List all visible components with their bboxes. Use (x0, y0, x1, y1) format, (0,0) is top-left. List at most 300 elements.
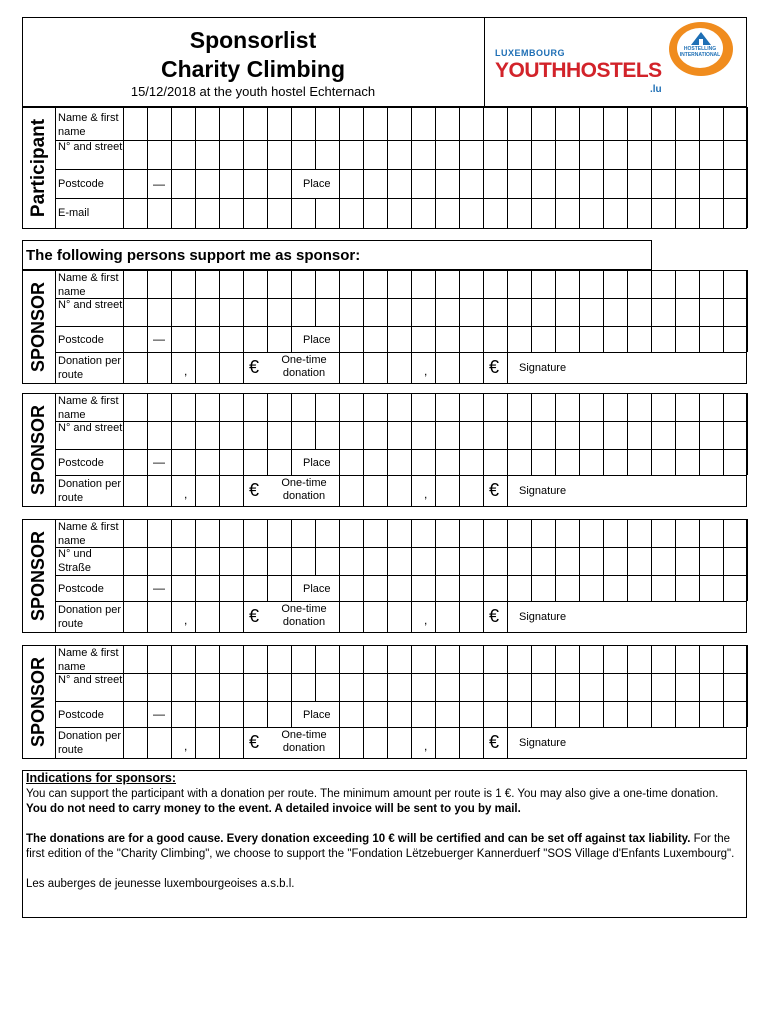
logo-domain: .lu (650, 84, 662, 95)
cell-line (651, 326, 652, 352)
cell-line (699, 673, 700, 701)
postcode-dash: — (153, 177, 165, 191)
cell-line (579, 169, 580, 198)
cell-line (651, 645, 652, 673)
cell-line (363, 449, 364, 475)
form-title-line1: Sponsorlist (189, 27, 317, 53)
cell-line (627, 701, 628, 727)
cell-line (243, 645, 244, 673)
cell-line (171, 575, 172, 601)
cell-line (387, 352, 388, 383)
cell-line (363, 421, 364, 449)
cell-line (483, 727, 484, 758)
cell-line (699, 701, 700, 727)
indications-p2-normal: For the first edition of the "Charity Climbing", we choose to support the "Fondation Lëtzebuerger Kannerduerf "SOS Village d'Enfants Luxembourg". (26, 833, 735, 860)
cell-line (387, 298, 388, 326)
cell-line (435, 673, 436, 701)
cell-line (555, 140, 556, 169)
cell-line (291, 673, 292, 701)
cell-line (123, 140, 124, 169)
cell-line (411, 727, 412, 758)
cell-line (267, 421, 268, 449)
cell-line (675, 673, 676, 701)
cell-line (219, 601, 220, 632)
cell-line (483, 352, 484, 383)
cell-line (123, 673, 124, 701)
cell-line (435, 298, 436, 326)
cell-line (147, 393, 148, 421)
cell-line (171, 519, 172, 547)
cell-line (747, 169, 748, 198)
cell-line (123, 645, 124, 673)
onetime-label: One-time donation (281, 477, 327, 502)
cell-line (195, 475, 196, 506)
input-cells[interactable] (339, 701, 747, 727)
input-cells[interactable] (339, 575, 747, 601)
cell-line (291, 140, 292, 169)
cell-line (267, 393, 268, 421)
cell-line (363, 575, 364, 601)
cell-line (291, 169, 292, 198)
cell-line (483, 169, 484, 198)
cell-line (363, 645, 364, 673)
cell-line (363, 673, 364, 701)
cell-line (123, 547, 124, 575)
cell-line (195, 519, 196, 547)
cell-line (243, 270, 244, 298)
cell-line (531, 519, 532, 547)
cell-line (699, 575, 700, 601)
cell-line (243, 169, 244, 198)
cell-line (243, 575, 244, 601)
input-cells[interactable] (339, 326, 747, 352)
cell-line (291, 547, 292, 575)
cell-line (483, 140, 484, 169)
cell-line (291, 519, 292, 547)
cell-line (411, 645, 412, 673)
postcode-label: Postcode (58, 457, 104, 469)
cell-line (627, 140, 628, 169)
place-label: Place (303, 583, 331, 595)
input-cells[interactable] (171, 575, 291, 601)
cell-line (387, 107, 388, 140)
signature-label: Signature (519, 611, 567, 623)
onetime-label: One-time donation (281, 603, 327, 628)
cell-line (699, 645, 700, 673)
euro-icon: € (489, 606, 500, 626)
cell-line (195, 547, 196, 575)
cell-line (579, 701, 580, 727)
cell-line (363, 393, 364, 421)
cell-line (219, 169, 220, 198)
cell-line (267, 673, 268, 701)
cell-line (363, 547, 364, 575)
input-cells[interactable] (123, 449, 147, 475)
cell-line (531, 140, 532, 169)
cell-line (435, 421, 436, 449)
place-label: Place (303, 334, 331, 346)
cell-line (219, 547, 220, 575)
cell-line (171, 393, 172, 421)
cell-line (555, 575, 556, 601)
input-cells[interactable] (171, 169, 291, 198)
cell-line (483, 393, 484, 421)
cell-line (219, 727, 220, 758)
cell-line (339, 475, 340, 506)
cell-line (195, 169, 196, 198)
name-label: Name & first name (58, 112, 119, 138)
cell-line (507, 727, 508, 758)
cell-line (363, 701, 364, 727)
postcode-label: Postcode (58, 178, 104, 190)
cell-line (459, 601, 460, 632)
indications-heading: Indications for sponsors: (26, 771, 177, 785)
cell-line (147, 601, 148, 632)
cell-line (459, 701, 460, 727)
cell-line (651, 449, 652, 475)
cell-line (243, 601, 244, 632)
name-label: Name & first name (58, 521, 119, 547)
cell-line (723, 421, 724, 449)
cell-line (147, 198, 148, 228)
cell-line (123, 270, 124, 298)
cell-line (411, 575, 412, 601)
cell-line (483, 519, 484, 547)
cell-line (555, 547, 556, 575)
cell-line (147, 475, 148, 506)
cell-line (507, 298, 508, 326)
cell-line (123, 727, 124, 758)
cell-line (459, 645, 460, 673)
cell-line (627, 673, 628, 701)
input-cells[interactable] (171, 326, 291, 352)
cell-line (531, 169, 532, 198)
cell-line (459, 298, 460, 326)
cell-line (531, 270, 532, 298)
cell-line (483, 547, 484, 575)
indications-p1-normal: You can support the participant with a donation per route. The minimum amount per route is 1 €. You may also give a one-time donation. (26, 788, 719, 800)
cell-line (387, 475, 388, 506)
cell-line (147, 449, 148, 475)
input-cells[interactable] (123, 169, 147, 198)
input-cells[interactable] (339, 169, 747, 198)
cell-line (339, 352, 340, 383)
cell-line (531, 298, 532, 326)
cell-line (507, 326, 508, 352)
cell-line (747, 270, 748, 298)
cell-line (243, 519, 244, 547)
cell-line (387, 169, 388, 198)
cell-line (267, 645, 268, 673)
postcode-dash: — (153, 581, 165, 595)
cell-line (627, 326, 628, 352)
cell-line (723, 645, 724, 673)
cell-line (507, 449, 508, 475)
cell-line (747, 198, 748, 228)
cell-line (555, 421, 556, 449)
place-label: Place (303, 457, 331, 469)
cell-line (651, 107, 652, 140)
cell-line (699, 421, 700, 449)
name-label: Name & first name (58, 647, 119, 673)
cell-line (219, 449, 220, 475)
cell-line (435, 270, 436, 298)
cell-line (219, 519, 220, 547)
cell-line (411, 421, 412, 449)
cell-line (531, 198, 532, 228)
cell-line (675, 270, 676, 298)
cell-line (435, 449, 436, 475)
cell-line (387, 198, 388, 228)
cell-line (603, 701, 604, 727)
cell-line (363, 352, 364, 383)
cell-line (459, 393, 460, 421)
cell-line (483, 326, 484, 352)
cell-line (195, 326, 196, 352)
cell-line (723, 449, 724, 475)
cell-line (147, 270, 148, 298)
cell-line (675, 107, 676, 140)
cell-line (123, 575, 124, 601)
cell-line (171, 169, 172, 198)
street-label: N° and street (58, 674, 123, 686)
logo-main-text: YOUTHHOSTELS (495, 59, 662, 82)
postcode-label: Postcode (58, 583, 104, 595)
onetime-label: One-time donation (281, 729, 327, 754)
cell-line (507, 421, 508, 449)
cell-line (171, 645, 172, 673)
cell-line (627, 169, 628, 198)
input-cells[interactable] (123, 701, 147, 727)
signature-label: Signature (519, 737, 567, 749)
sponsor-heading: The following persons support me as sponsor: (26, 247, 361, 264)
comma: , (424, 613, 428, 627)
cell-line (147, 727, 148, 758)
cell-line (627, 449, 628, 475)
cell-line (195, 727, 196, 758)
cell-line (195, 701, 196, 727)
cell-line (147, 169, 148, 198)
cell-line (363, 198, 364, 228)
cell-line (603, 673, 604, 701)
cell-line (507, 701, 508, 727)
cell-line (123, 169, 124, 198)
input-cells[interactable] (171, 449, 291, 475)
cell-line (459, 198, 460, 228)
cell-line (195, 421, 196, 449)
cell-line (363, 727, 364, 758)
cell-line (651, 270, 652, 298)
euro-icon: € (489, 480, 500, 500)
cell-line (363, 298, 364, 326)
cell-line (579, 107, 580, 140)
cell-line (315, 673, 316, 701)
cell-line (579, 519, 580, 547)
cell-line (483, 298, 484, 326)
cell-line (55, 107, 56, 228)
cell-line (315, 519, 316, 547)
cell-line (339, 298, 340, 326)
cell-line (459, 270, 460, 298)
cell-line (195, 393, 196, 421)
cell-line (291, 393, 292, 421)
cell-line (459, 519, 460, 547)
cell-line (651, 701, 652, 727)
euro-icon: € (489, 357, 500, 377)
donation-label: Donation per route (58, 730, 121, 756)
cell-line (507, 140, 508, 169)
input-cells[interactable] (339, 449, 747, 475)
cell-line (507, 547, 508, 575)
cell-line (387, 393, 388, 421)
cell-line (339, 107, 340, 140)
cell-line (531, 421, 532, 449)
cell-line (243, 140, 244, 169)
cell-line (435, 601, 436, 632)
cell-line (747, 140, 748, 169)
input-cells[interactable] (123, 326, 147, 352)
cell-line (699, 107, 700, 140)
cell-line (387, 673, 388, 701)
cell-line (411, 673, 412, 701)
cell-line (171, 727, 172, 758)
cell-line (675, 575, 676, 601)
cell-line (147, 298, 148, 326)
cell-line (411, 449, 412, 475)
onetime-label: One-time donation (281, 354, 327, 379)
cell-line (675, 547, 676, 575)
cell-line (723, 701, 724, 727)
logo-small-text: LUXEMBOURG (495, 48, 565, 58)
cell-line (387, 519, 388, 547)
input-cells[interactable] (171, 701, 291, 727)
cell-line (459, 475, 460, 506)
cell-line (459, 547, 460, 575)
cell-line (435, 169, 436, 198)
cell-line (411, 326, 412, 352)
cell-line (243, 393, 244, 421)
cell-line (411, 298, 412, 326)
cell-line (483, 421, 484, 449)
indications-p1-bold: You do not need to carry money to the event. A detailed invoice will be sent to you by mail. (26, 803, 521, 815)
cell-line (483, 270, 484, 298)
cell-line (483, 449, 484, 475)
cell-line (339, 393, 340, 421)
email-label: E-mail (58, 207, 90, 219)
cell-line (747, 575, 748, 601)
cell-line (411, 393, 412, 421)
cell-line (531, 449, 532, 475)
cell-line (603, 421, 604, 449)
cell-line (579, 421, 580, 449)
street-label: N° and street (58, 141, 123, 153)
cell-line (723, 270, 724, 298)
cell-line (483, 645, 484, 673)
cell-line (531, 701, 532, 727)
cell-line (243, 352, 244, 383)
cell-line (195, 107, 196, 140)
cell-line (699, 169, 700, 198)
cell-line (123, 601, 124, 632)
cell-line (507, 198, 508, 228)
youth-hostels-logo (495, 22, 740, 102)
cell-line (267, 298, 268, 326)
cell-line (723, 169, 724, 198)
cell-line (195, 198, 196, 228)
cell-line (603, 270, 604, 298)
cell-line (723, 198, 724, 228)
cell-line (171, 326, 172, 352)
cell-line (171, 601, 172, 632)
cell-line (603, 575, 604, 601)
cell-line (507, 393, 508, 421)
cell-line (195, 449, 196, 475)
cell-line (195, 673, 196, 701)
cell-line (339, 519, 340, 547)
cell-line (147, 326, 148, 352)
input-cells[interactable] (123, 575, 147, 601)
postcode-label: Postcode (58, 334, 104, 346)
signature-label: Signature (519, 485, 567, 497)
cell-line (147, 352, 148, 383)
cell-line (363, 519, 364, 547)
cell-line (459, 421, 460, 449)
donation-label: Donation per route (58, 355, 121, 381)
cell-line (435, 352, 436, 383)
cell-line (435, 140, 436, 169)
cell-line (387, 701, 388, 727)
cell-line (699, 519, 700, 547)
cell-line (291, 645, 292, 673)
cell-line (579, 298, 580, 326)
form-title-line2: Charity Climbing (160, 56, 345, 82)
cell-line (555, 270, 556, 298)
name-label: Name & first name (58, 395, 119, 421)
cell-line (123, 393, 124, 421)
street-label: N° und Straße (58, 548, 92, 574)
euro-icon: € (249, 357, 260, 377)
header-divider (484, 17, 485, 107)
cell-line (411, 701, 412, 727)
cell-line (219, 352, 220, 383)
cell-line (291, 270, 292, 298)
cell-line (387, 326, 388, 352)
cell-line (651, 198, 652, 228)
cell-line (387, 270, 388, 298)
cell-line (387, 575, 388, 601)
cell-line (267, 140, 268, 169)
badge-line2: INTERNATIONAL (679, 52, 721, 58)
cell-line (171, 107, 172, 140)
cell-line (291, 575, 292, 601)
cell-line (459, 575, 460, 601)
cell-line (627, 270, 628, 298)
cell-line (435, 575, 436, 601)
cell-line (219, 575, 220, 601)
cell-line (627, 393, 628, 421)
cell-line (195, 298, 196, 326)
cell-line (699, 270, 700, 298)
cell-line (507, 601, 508, 632)
indications-text (26, 771, 742, 892)
cell-line (555, 107, 556, 140)
cell-line (675, 169, 676, 198)
cell-line (627, 575, 628, 601)
cell-line (411, 169, 412, 198)
sponsor-side-label: SPONSOR (28, 656, 48, 747)
cell-line (411, 547, 412, 575)
cell-line (579, 673, 580, 701)
